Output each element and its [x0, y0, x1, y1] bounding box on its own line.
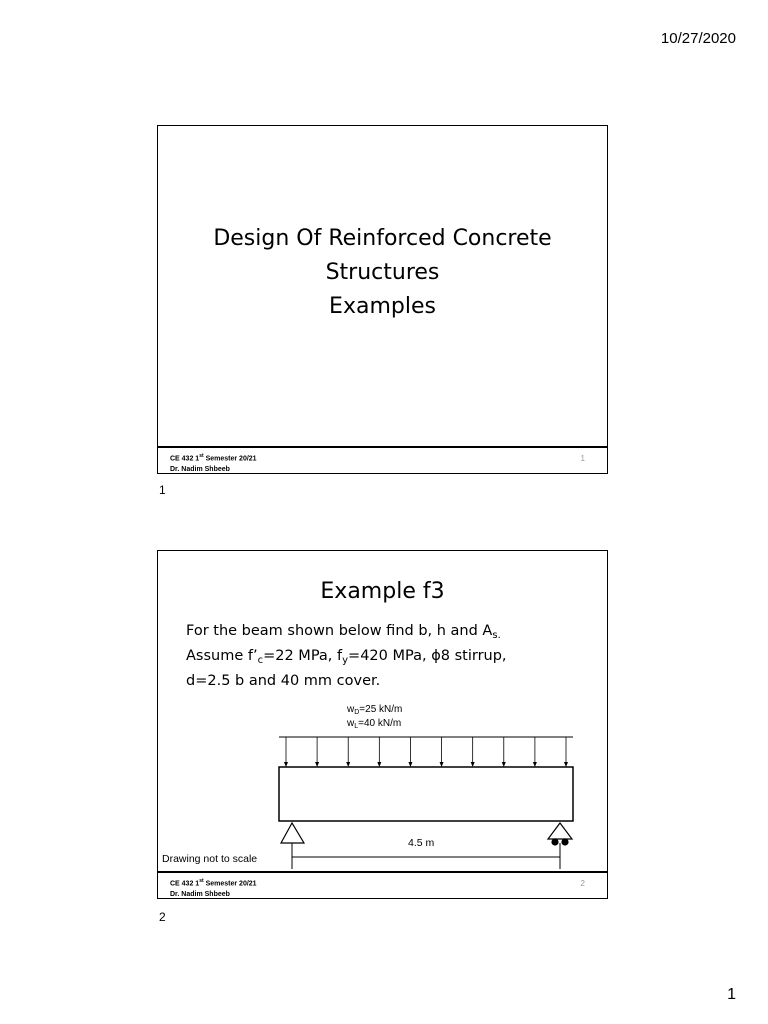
- course-info: CE 432 1st Semester 20/21: [170, 878, 257, 888]
- slide-2-footer: [158, 871, 607, 898]
- footer-text: [170, 451, 257, 475]
- statement-line-2: Assume $f’_c=22$ MPa, $f_y=420$ MPa, ϕ8 stirrup,: [186, 648, 507, 666]
- slide-1-label: 1: [159, 483, 166, 497]
- page-number: 1: [727, 986, 736, 1003]
- title-line-1: Design Of Reinforced Concrete: [213, 226, 552, 251]
- instructor-name: Dr. Nadim Shbeeb: [170, 891, 230, 899]
- beam-diagram: [158, 551, 607, 871]
- distributed-load-arrows: [279, 737, 573, 767]
- instructor-name: Dr. Nadim Shbeeb: [170, 466, 230, 474]
- statement-line-3: d=2.5 b and 40 mm cover.: [186, 673, 381, 689]
- pin-support: [281, 823, 304, 843]
- title-line-2: Structures: [325, 260, 440, 285]
- dead-load-label: $w_D=25$ kN/m: [347, 704, 403, 716]
- slide-number: 2: [580, 879, 585, 888]
- roller-wheel-left: [551, 838, 558, 845]
- roller-support: [548, 823, 572, 839]
- print-date: 10/27/2020: [660, 30, 736, 47]
- span-length-label: 4.5 m: [408, 837, 435, 849]
- slide-1: [157, 125, 608, 474]
- drawing-note: Drawing not to scale: [162, 853, 258, 865]
- statement-line-1: For the beam shown below find b, h and $A_{s.}$: [186, 623, 501, 641]
- course-info: CE 432 1st Semester 20/21: [170, 453, 257, 463]
- slide-2: [157, 550, 608, 899]
- footer-text: [170, 876, 257, 900]
- slide-2-label: 2: [159, 910, 166, 924]
- slide-number: 1: [580, 454, 585, 463]
- beam: [279, 767, 573, 821]
- live-load-label: $w_L=40$ kN/m: [347, 718, 402, 730]
- slide-1-footer: [158, 446, 607, 473]
- roller-wheel-right: [561, 838, 568, 845]
- slide-1-title: [158, 222, 607, 324]
- slide-2-heading: Example f3: [320, 579, 445, 604]
- title-line-3: Examples: [329, 294, 436, 319]
